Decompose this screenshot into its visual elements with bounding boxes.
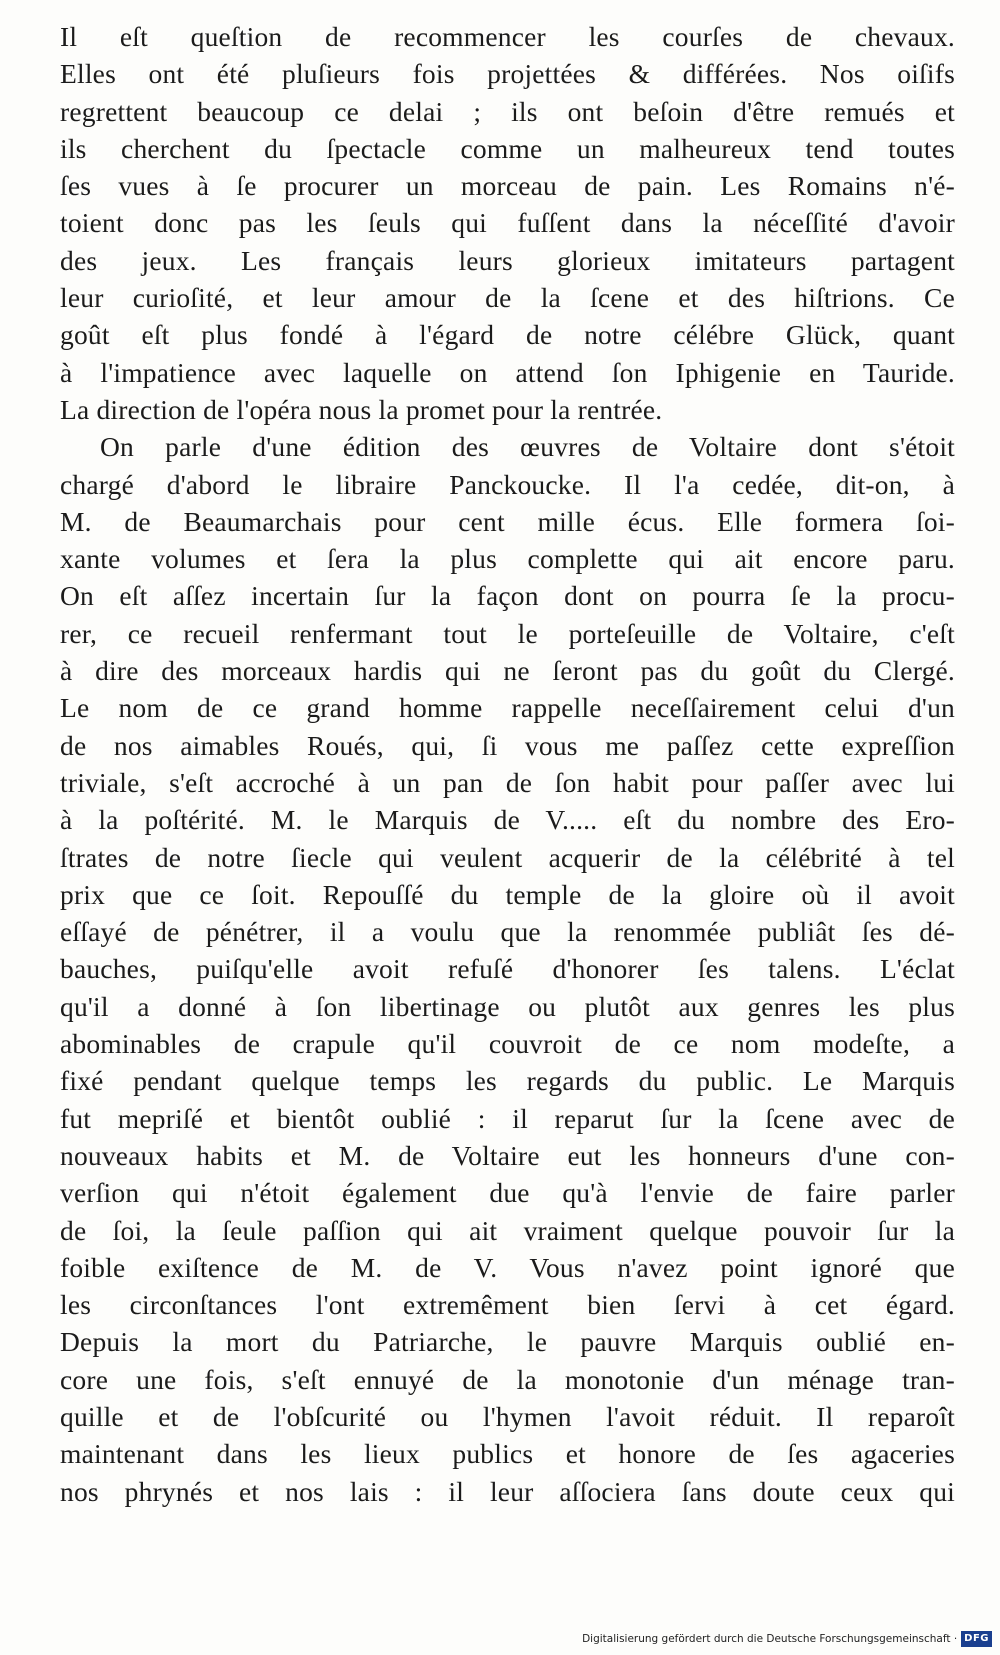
text-line: rer, ce recueil renfermant tout le porteſeuille de Voltaire, c'eſt xyxy=(60,617,955,649)
text-line: leur curioſité, et leur amour de la ſcene et des hiſtrions. Ce xyxy=(60,282,955,314)
text-line: triviale, s'eſt accroché à un pan de ſon habit pour paſſer avec lui xyxy=(60,766,955,798)
text-line: ils cherchent du ſpectacle comme un malheureux tend toutes xyxy=(60,132,955,164)
text-line: Elles ont été pluſieurs fois projettées & différées. Nos oiſifs xyxy=(60,58,955,90)
text-line: goût eſt plus fondé à l'égard de notre célébre Glück, quant xyxy=(60,319,955,351)
text-line: eſſayé de pénétrer, il a voulu que la renommée publiât ſes dé- xyxy=(60,916,955,948)
text-line: prix que ce ſoit. Repouſſé du temple de la gloire où il avoit xyxy=(60,878,955,910)
text-line: On parle d'une édition des œuvres de Voltaire dont s'étoit xyxy=(100,431,955,463)
text-line: verſion qui n'étoit également due qu'à l'envie de faire parler xyxy=(60,1177,955,1209)
text-line: xante volumes et ſera la plus complette qui ait encore paru. xyxy=(60,543,955,575)
text-line: M. de Beaumarchais pour cent mille écus. Elle formera ſoi- xyxy=(60,505,955,537)
text-line: bauches, puiſqu'elle avoit refuſé d'honorer ſes talens. L'éclat xyxy=(60,953,955,985)
text-line: qu'il a donné à ſon libertinage ou plutôt aux genres les plus xyxy=(60,990,955,1022)
text-line: de nos aimables Roués, qui, ſi vous me paſſez cette expreſſion xyxy=(60,729,955,761)
text-line: fixé pendant quelque temps les regards du public. Le Marquis xyxy=(60,1065,955,1097)
text-line: ſtrates de notre ſiecle qui veulent acquerir de la célébrité à tel xyxy=(60,841,955,873)
text-line: les circonſtances l'ont extremêment bien ſervi à cet égard. xyxy=(60,1289,955,1321)
text-line: fut mepriſé et bientôt oublié : il reparut ſur la ſcene avec de xyxy=(60,1102,955,1134)
text-line: à la poſtérité. M. le Marquis de V..... eſt du nombre des Ero- xyxy=(60,804,955,836)
text-line: ſes vues à ſe procurer un morceau de pain. Les Romains n'é- xyxy=(60,170,955,202)
text-line: à l'impatience avec laquelle on attend ſon Iphigenie en Tauride. xyxy=(60,356,955,388)
text-line: Depuis la mort du Patriarche, le pauvre Marquis oublié en- xyxy=(60,1326,955,1358)
text-line: Le nom de ce grand homme rappelle neceſſairement celui d'un xyxy=(60,692,955,724)
text-line: regrettent beaucoup ce delai ; ils ont beſoin d'être remués et xyxy=(60,95,955,127)
body-text xyxy=(60,18,955,1510)
text-line: nouveaux habits et M. de Voltaire eut les honneurs d'une con- xyxy=(60,1139,955,1171)
text-line: maintenant dans les lieux publics et honore de ſes agaceries xyxy=(60,1438,955,1470)
text-line: Il eſt queſtion de recommencer les courſes de chevaux. xyxy=(60,21,955,52)
footer-credit-text: Digitalisierung gefördert durch die Deutsche Forschungsgemeinschaft · xyxy=(582,1633,958,1645)
text-line: core une fois, s'eſt ennuyé de la monotonie d'un ménage tran- xyxy=(60,1363,955,1395)
text-line: chargé d'abord le libraire Panckoucke. Il l'a cedée, dit-on, à xyxy=(60,468,955,500)
dfg-logo: DFG xyxy=(961,1631,992,1647)
text-line: de ſoi, la ſeule paſſion qui ait vraiment quelque pouvoir ſur la xyxy=(60,1214,955,1246)
text-line: toient donc pas les ſeuls qui fuſſent dans la néceſſité d'avoir xyxy=(60,207,955,239)
text-line: On eſt aſſez incertain ſur la façon dont on pourra ſe la procu- xyxy=(60,580,955,612)
text-line: à dire des morceaux hardis qui ne ſeront pas du goût du Clergé. xyxy=(60,655,955,687)
digitization-footer xyxy=(582,1628,992,1650)
text-line: quille et de l'obſcurité ou l'hymen l'avoit réduit. Il reparoît xyxy=(60,1400,955,1432)
text-line: La direction de l'opéra nous la promet pour la rentrée. xyxy=(60,393,663,425)
text-line: des jeux. Les français leurs glorieux imitateurs partagent xyxy=(60,244,955,276)
text-line: nos phrynés et nos lais : il leur aſſociera ſans doute ceux qui xyxy=(60,1475,955,1507)
text-line: foible exiſtence de M. de V. Vous n'avez point ignoré que xyxy=(60,1251,955,1283)
text-line: abominables de crapule qu'il couvroit de ce nom modeſte, a xyxy=(60,1028,955,1060)
